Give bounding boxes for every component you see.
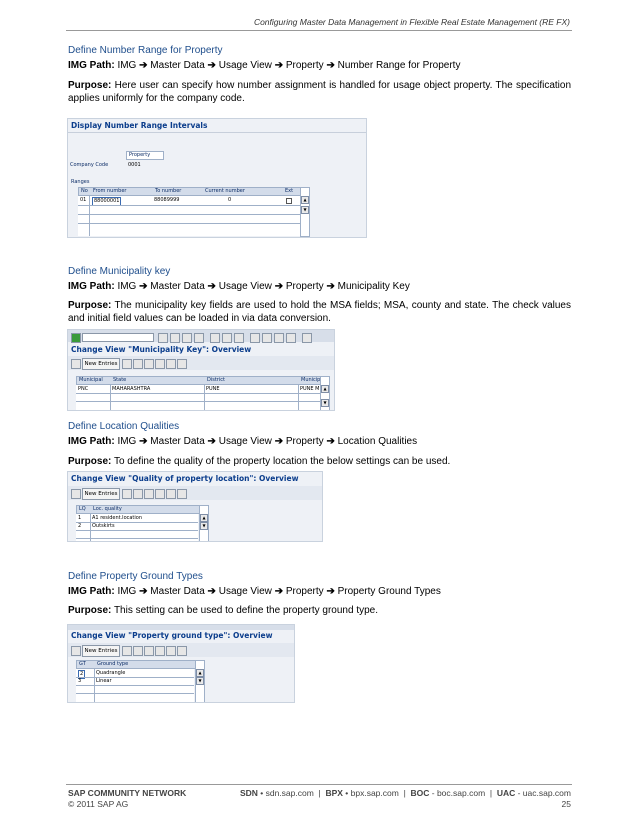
- cell-no: 01: [80, 197, 87, 203]
- change-icon[interactable]: [71, 359, 81, 369]
- purpose-ground-types: [68, 604, 571, 617]
- find-icon[interactable]: [222, 333, 232, 343]
- screenshot-ground-type: [67, 624, 295, 703]
- col-no: No: [81, 188, 88, 194]
- cell-gt[interactable]: 3: [78, 678, 82, 684]
- img-path-label: IMG Path:: [68, 586, 115, 597]
- img-path-ground-types: [68, 586, 441, 597]
- section-title-municipality: Define Municipality key: [68, 266, 171, 277]
- cell-from[interactable]: 88000001: [94, 198, 120, 204]
- path-step: IMG: [117, 586, 137, 597]
- copy-icon[interactable]: [122, 646, 132, 656]
- col-ext: Ext: [285, 188, 294, 194]
- img-path-label: IMG Path:: [68, 436, 115, 447]
- arrow-right-icon: ➔: [207, 60, 216, 71]
- ranges-scrollbar[interactable]: [300, 187, 310, 237]
- copy-icon[interactable]: [122, 489, 132, 499]
- col-loc-quality: Loc. quality: [93, 506, 122, 512]
- arrow-right-icon: ➔: [207, 436, 216, 447]
- img-path-label: IMG Path:: [68, 281, 115, 292]
- path-step: Number Range for Property: [337, 60, 461, 71]
- copy-icon[interactable]: [122, 359, 132, 369]
- delete-icon[interactable]: [133, 359, 143, 369]
- link-name[interactable]: BPX: [325, 788, 343, 798]
- path-step: Property Ground Types: [337, 586, 441, 597]
- screen-title: Change View "Municipality Key": Overview: [71, 345, 252, 354]
- first-page-icon[interactable]: [250, 333, 260, 343]
- select-all-icon[interactable]: [155, 359, 165, 369]
- location-table-body: [76, 514, 198, 541]
- col-to: To number: [155, 188, 182, 194]
- ranges-label: Ranges: [71, 179, 90, 185]
- delete-icon[interactable]: [133, 489, 143, 499]
- company-code-label: Company Code: [70, 162, 109, 168]
- new-entries-button[interactable]: New Entries: [82, 488, 120, 500]
- cancel-icon[interactable]: [194, 333, 204, 343]
- undo-icon[interactable]: [144, 359, 154, 369]
- municipality-table-body: [76, 385, 320, 410]
- arrow-right-icon: ➔: [274, 281, 284, 292]
- purpose-text: The municipality key fields are used to hold the MSA fields; MSA, county and state. The check values and initial field values can be loaded in via data conversion.: [68, 300, 571, 324]
- object-field[interactable]: Property: [126, 151, 164, 160]
- header-rule: [66, 30, 572, 31]
- app-toolbar: [68, 356, 334, 370]
- ranges-table-body: [78, 196, 300, 236]
- link-url[interactable]: bpx.sap.com: [350, 788, 399, 798]
- last-page-icon[interactable]: [286, 333, 296, 343]
- arrow-right-icon: ➔: [139, 436, 148, 447]
- purpose-label: Purpose:: [68, 300, 112, 311]
- link-url[interactable]: uac.sap.com: [522, 788, 571, 798]
- network-name: SAP COMMUNITY NETWORK: [68, 788, 187, 798]
- arrow-right-icon: ➔: [207, 281, 216, 292]
- back-icon[interactable]: [170, 333, 180, 343]
- purpose-text: To define the quality of the property location the below settings can be used.: [113, 456, 451, 467]
- purpose-text: This setting can be used to define the property ground type.: [113, 605, 379, 616]
- delete-icon[interactable]: [133, 646, 143, 656]
- col-ground-type: Ground type: [97, 661, 129, 667]
- path-step: Municipality Key: [337, 281, 410, 292]
- scroll-up-icon[interactable]: ▲: [200, 514, 208, 522]
- ground-table-body: [76, 669, 194, 702]
- undo-icon[interactable]: [144, 646, 154, 656]
- scroll-down-icon[interactable]: ▼: [196, 677, 204, 685]
- ext-checkbox[interactable]: [286, 198, 292, 204]
- path-step: IMG: [117, 281, 137, 292]
- select-block-icon[interactable]: [166, 646, 176, 656]
- path-step: Property: [285, 436, 324, 447]
- img-path-label: IMG Path:: [68, 60, 115, 71]
- cell-municipal[interactable]: PNC: [78, 386, 89, 392]
- running-header: Configuring Master Data Management in Flexible Real Estate Management (RE FX): [253, 17, 570, 27]
- arrow-right-icon: ➔: [139, 281, 148, 292]
- path-step: IMG: [117, 436, 137, 447]
- copyright: © 2011 SAP AG: [68, 799, 129, 809]
- img-path-municipality: [68, 281, 410, 292]
- screen-title: Change View "Property ground type": Overview: [71, 631, 273, 640]
- cell-loc-quality[interactable]: A1 resident.location: [92, 515, 143, 521]
- section-title-number-range: Define Number Range for Property: [68, 45, 223, 56]
- section-title-ground-types: Define Property Ground Types: [68, 571, 203, 582]
- col-municipal: Municipal: [79, 377, 103, 383]
- path-step: Property: [285, 60, 324, 71]
- col-lq: LQ: [79, 506, 86, 512]
- arrow-right-icon: ➔: [326, 281, 335, 292]
- arrow-right-icon: ➔: [139, 60, 148, 71]
- screen-title: Change View "Quality of property location": Overview: [71, 474, 299, 483]
- path-step: Usage View: [218, 60, 272, 71]
- screen-title: Display Number Range Intervals: [71, 121, 208, 130]
- purpose-location: [68, 455, 571, 468]
- footer-network: [68, 788, 186, 798]
- purpose-label: Purpose:: [68, 80, 112, 91]
- link-url[interactable]: sdn.sap.com: [265, 788, 314, 798]
- cell-municip[interactable]: PUNE M: [300, 386, 320, 392]
- img-path-location: [68, 436, 417, 447]
- arrow-right-icon: ➔: [274, 586, 284, 597]
- location-table-header: [76, 505, 200, 514]
- cell-gt[interactable]: 2: [80, 671, 84, 677]
- system-toolbar: [68, 330, 334, 342]
- scroll-up-icon[interactable]: ▲: [301, 196, 309, 204]
- path-step: Property: [285, 586, 324, 597]
- section-title-location: Define Location Qualities: [68, 421, 180, 432]
- scroll-down-icon[interactable]: ▼: [200, 522, 208, 530]
- footer-links: SDN • sdn.sap.com | BPX • bpx.sap.com | BOC - boc.sap.com | UAC - uac.sap.com: [239, 788, 571, 798]
- arrow-right-icon: ➔: [326, 586, 335, 597]
- company-code-value: 0001: [128, 162, 141, 168]
- cell-current[interactable]: 0: [228, 197, 232, 203]
- app-toolbar: [68, 486, 322, 500]
- path-step: Master Data: [150, 60, 205, 71]
- select-block-icon[interactable]: [166, 359, 176, 369]
- footer-rule: [66, 784, 572, 785]
- arrow-right-icon: ➔: [326, 60, 335, 71]
- ground-table-header: [76, 660, 196, 669]
- screenshot-location-quality: [67, 471, 323, 542]
- img-path-number-range: [68, 60, 460, 71]
- path-step: Usage View: [218, 586, 272, 597]
- select-all-icon[interactable]: [155, 489, 165, 499]
- select-all-icon[interactable]: [155, 646, 165, 656]
- help-icon[interactable]: [302, 333, 312, 343]
- deselect-icon[interactable]: [177, 646, 187, 656]
- find-next-icon[interactable]: [234, 333, 244, 343]
- path-step: Master Data: [150, 436, 205, 447]
- exit-icon[interactable]: [182, 333, 192, 343]
- cell-lq[interactable]: 1: [78, 515, 82, 521]
- path-step: Usage View: [218, 436, 272, 447]
- link-url[interactable]: boc.sap.com: [436, 788, 486, 798]
- path-step: IMG: [117, 60, 137, 71]
- purpose-label: Purpose:: [68, 456, 112, 467]
- municipality-scrollbar[interactable]: [320, 376, 330, 411]
- col-from: From number: [93, 188, 127, 194]
- cell-ground-type[interactable]: Quadrangle: [96, 670, 126, 676]
- purpose-text: Here user can specify how number assignment is handled for usage object property. The specification applies uniformly for the company code.: [68, 80, 572, 104]
- link-name[interactable]: SDN: [239, 788, 258, 798]
- scroll-down-icon[interactable]: ▼: [321, 399, 329, 407]
- purpose-municipality: [68, 299, 571, 325]
- purpose-number-range: [68, 79, 571, 105]
- arrow-right-icon: ➔: [274, 436, 284, 447]
- municipality-table-header: [76, 376, 322, 385]
- page-number: 25: [561, 799, 571, 809]
- arrow-right-icon: ➔: [326, 436, 335, 447]
- new-entries-button[interactable]: New Entries: [82, 645, 120, 657]
- change-icon[interactable]: [71, 489, 81, 499]
- path-step: Location Qualities: [337, 436, 418, 447]
- location-scrollbar[interactable]: [199, 505, 209, 542]
- change-icon[interactable]: [71, 646, 81, 656]
- scroll-up-icon[interactable]: ▲: [321, 385, 329, 393]
- new-entries-button[interactable]: New Entries: [82, 358, 120, 370]
- path-step: Property: [285, 281, 324, 292]
- path-step: Master Data: [150, 281, 205, 292]
- arrow-right-icon: ➔: [274, 60, 284, 71]
- ground-scrollbar[interactable]: [195, 660, 205, 703]
- cell-ground-type[interactable]: Linear: [96, 678, 112, 684]
- enter-icon[interactable]: [71, 333, 81, 343]
- purpose-label: Purpose:: [68, 605, 112, 616]
- col-gt: GT: [79, 661, 86, 667]
- save-icon[interactable]: [158, 333, 168, 343]
- path-step: Master Data: [150, 586, 205, 597]
- deselect-icon[interactable]: [177, 489, 187, 499]
- next-page-icon[interactable]: [274, 333, 284, 343]
- deselect-icon[interactable]: [177, 359, 187, 369]
- cell-to[interactable]: 88089999: [154, 197, 180, 203]
- cell-loc-quality[interactable]: Outskirts: [92, 523, 115, 529]
- scroll-down-icon[interactable]: ▼: [301, 206, 309, 214]
- col-municip: Municip: [301, 377, 321, 383]
- scroll-up-icon[interactable]: ▲: [196, 669, 204, 677]
- ranges-table-header: [78, 187, 302, 196]
- col-district: District: [207, 377, 225, 383]
- arrow-right-icon: ➔: [207, 586, 216, 597]
- col-state: State: [113, 377, 127, 383]
- screenshot-municipality: [67, 329, 335, 411]
- command-field[interactable]: [82, 333, 154, 342]
- cell-lq[interactable]: 2: [78, 523, 82, 529]
- cell-state[interactable]: MAHARASHTRA: [112, 386, 151, 392]
- link-name[interactable]: BOC: [410, 788, 430, 798]
- cell-district[interactable]: PUNE: [206, 386, 220, 392]
- path-step: Usage View: [218, 281, 272, 292]
- print-icon[interactable]: [210, 333, 220, 343]
- select-block-icon[interactable]: [166, 489, 176, 499]
- screenshot-number-range: [67, 118, 367, 238]
- prev-page-icon[interactable]: [262, 333, 272, 343]
- app-toolbar: [68, 643, 294, 657]
- link-name[interactable]: UAC: [496, 788, 516, 798]
- undo-icon[interactable]: [144, 489, 154, 499]
- arrow-right-icon: ➔: [139, 586, 148, 597]
- col-current: Current number: [205, 188, 245, 194]
